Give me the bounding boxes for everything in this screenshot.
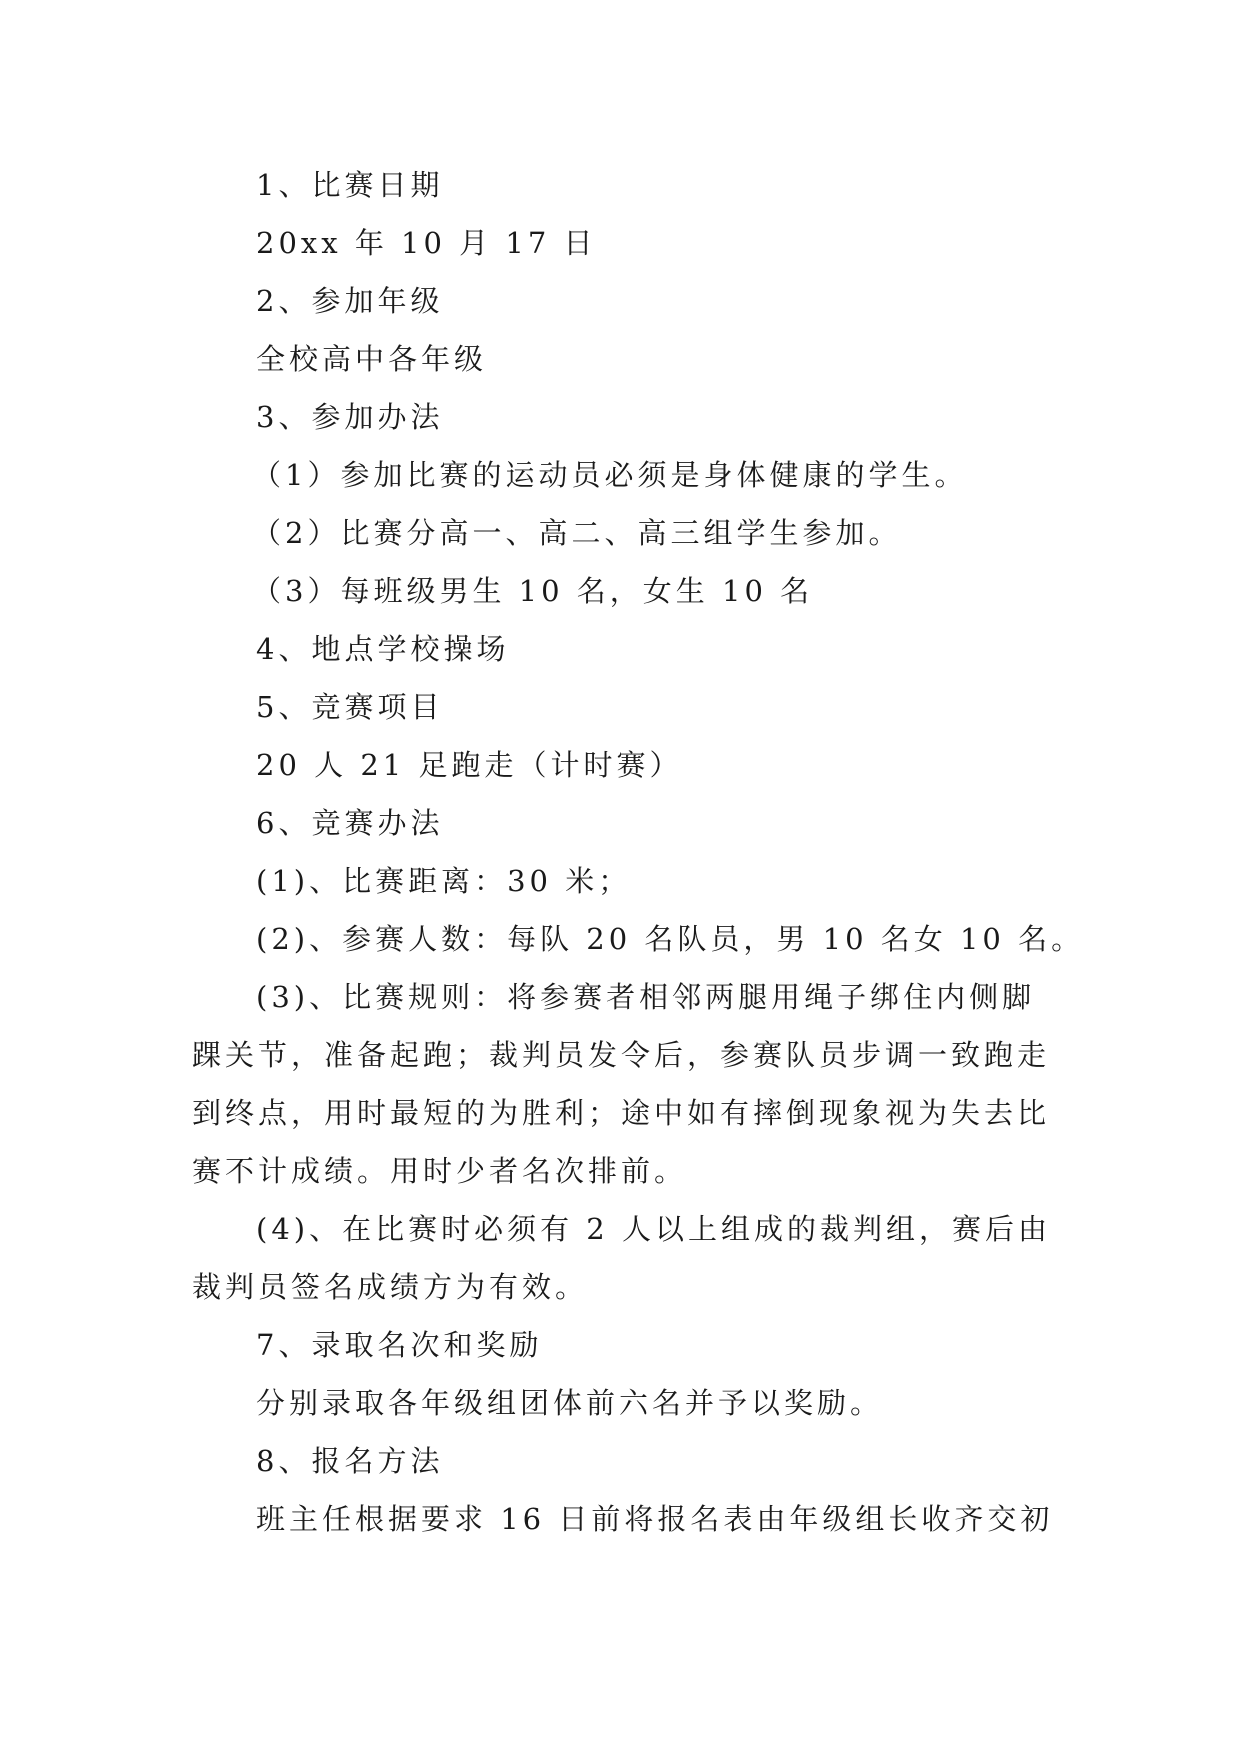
paragraph-grades: 全校高中各年级	[256, 342, 488, 376]
rules-item-2: (2)、参赛人数：每队 20 名队员，男 10 名女 10 名。	[256, 922, 1085, 956]
rules-item-3-line-4: 赛不计成绩。用时少者名次排前。	[192, 1154, 688, 1188]
section-heading-awards: 7、录取名次和奖励	[256, 1328, 543, 1362]
rules-item-4-line-2: 裁判员签名成绩方为有效。	[192, 1270, 589, 1304]
section-heading-events: 5、竞赛项目	[256, 690, 444, 724]
rules-item-3-line-2: 踝关节，准备起跑；裁判员发令后，参赛队员步调一致跑走	[192, 1038, 1051, 1072]
participation-item-2: （2）比赛分高一、高二、高三组学生参加。	[252, 516, 902, 550]
paragraph-date: 20xx 年 10 月 17 日	[256, 226, 597, 260]
rules-item-1: (1)、比赛距离：30 米；	[256, 864, 632, 898]
participation-item-3: （3）每班级男生 10 名，女生 10 名	[252, 574, 814, 608]
section-heading-participation: 3、参加办法	[256, 400, 444, 434]
rules-item-3-line-3: 到终点，用时最短的为胜利；途中如有摔倒现象视为失去比	[192, 1096, 1051, 1130]
paragraph-awards: 分别录取各年级组团体前六名并予以奖励。	[256, 1386, 884, 1420]
rules-item-3-line-1: (3)、比赛规则：将参赛者相邻两腿用绳子绑住内侧脚	[256, 980, 1036, 1014]
section-heading-date: 1、比赛日期	[256, 168, 444, 202]
rules-item-4-line-1: (4)、在比赛时必须有 2 人以上组成的裁判组，赛后由	[256, 1212, 1051, 1246]
section-heading-location: 4、地点学校操场	[256, 632, 510, 666]
section-heading-registration: 8、报名方法	[256, 1444, 444, 1478]
section-heading-rules: 6、竞赛办法	[256, 806, 444, 840]
document-body	[192, 156, 1085, 1548]
section-heading-grades: 2、参加年级	[256, 284, 444, 318]
paragraph-registration: 班主任根据要求 16 日前将报名表由年级组长收齐交初	[256, 1502, 1054, 1536]
participation-item-1: （1）参加比赛的运动员必须是身体健康的学生。	[252, 458, 968, 492]
paragraph-events: 20 人 21 足跑走（计时赛）	[256, 748, 683, 782]
